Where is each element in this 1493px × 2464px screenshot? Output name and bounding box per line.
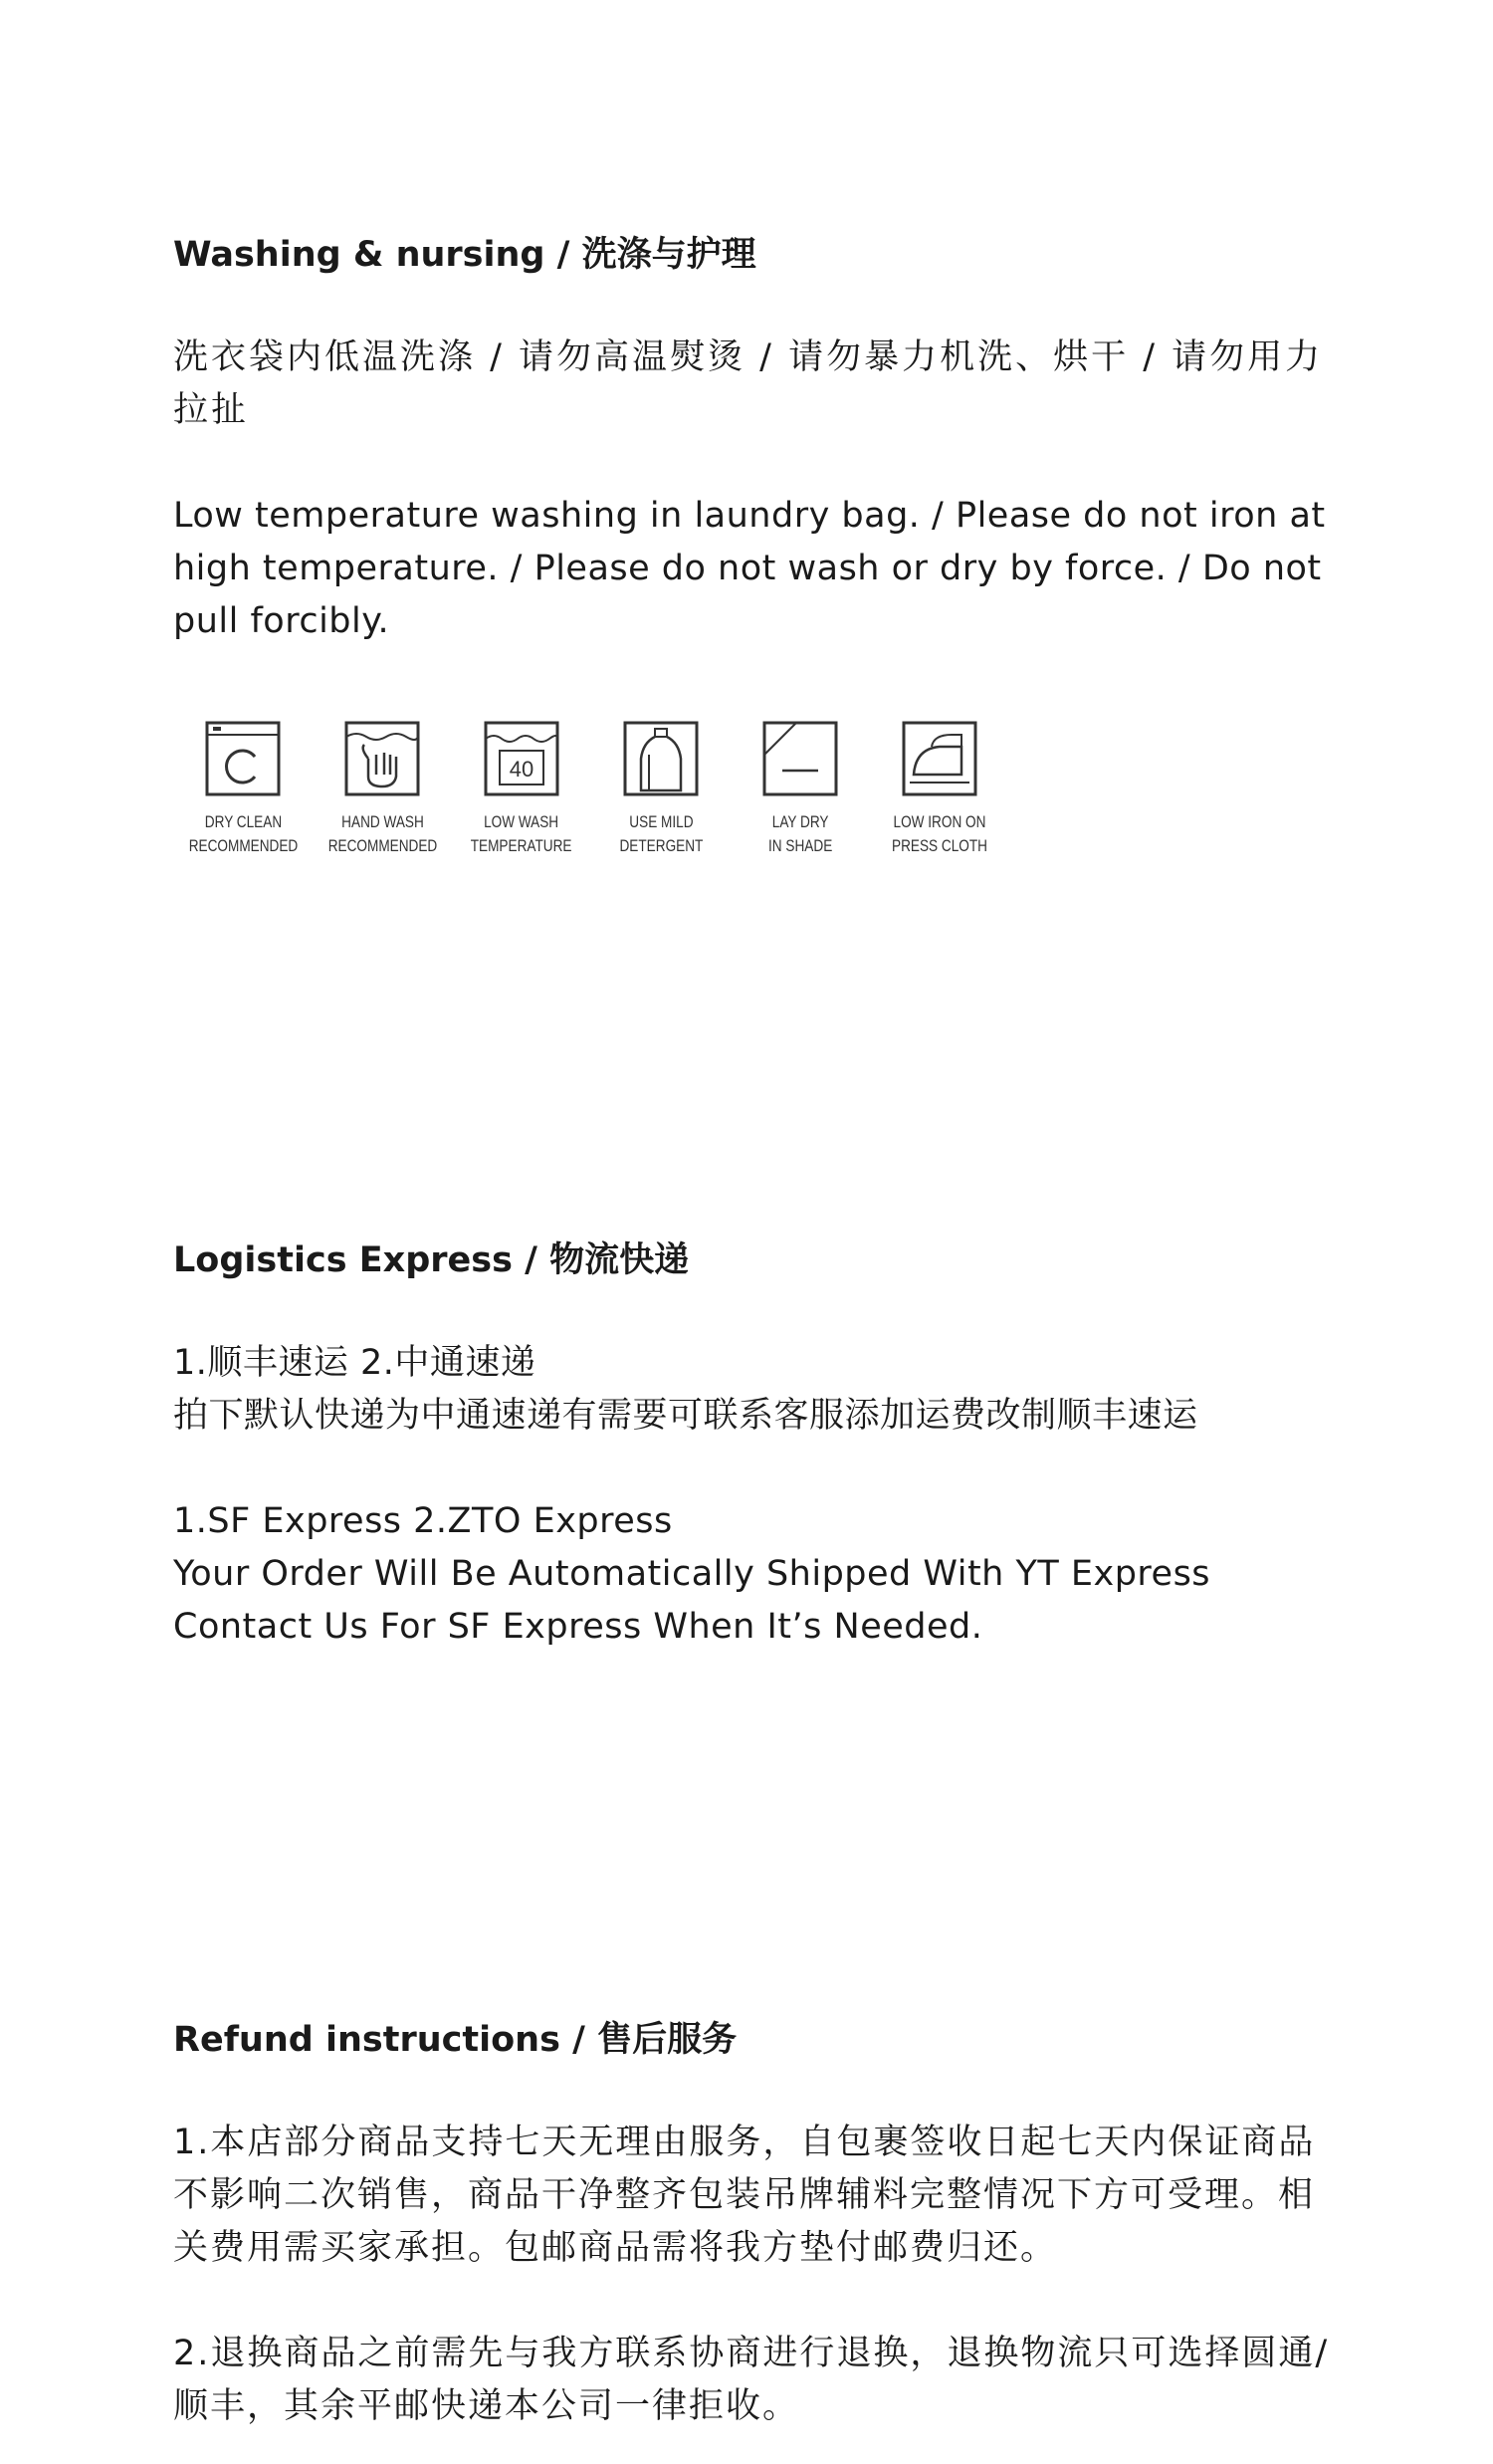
- washing-en-instructions: Low temperature washing in laundry bag. / Please do not iron at high temperature. / Please do not wash or dry by force. / Do not pull forcibly.: [173, 496, 1326, 641]
- care-symbol-lay-dry: [731, 719, 870, 858]
- washing-section: [173, 234, 1338, 648]
- logistics-en-line1: 1.SF Express 2.ZTO Express: [173, 1501, 673, 1541]
- care-symbol-hand-wash: [313, 719, 452, 858]
- care-symbols: [173, 719, 1009, 858]
- svg-text:40: 40: [509, 757, 534, 782]
- refund-heading: Refund instructions / 售后服务: [173, 2020, 738, 2060]
- logistics-cn-line1: 1.顺丰速运 2.中通速递: [173, 1343, 536, 1383]
- dry-clean-icon: [203, 719, 283, 798]
- logistics-section: [173, 1239, 1338, 1654]
- care-label-hand-wash: HAND WASH RECOMMENDED: [327, 812, 437, 855]
- care-label-dry-clean: DRY CLEAN RECOMMENDED: [188, 812, 298, 855]
- logistics-en-line2: Your Order Will Be Automatically Shipped With YT Express: [173, 1554, 1211, 1594]
- logistics-body: [173, 1337, 1338, 1654]
- care-label-low-wash: LOW WASH TEMPERATURE: [471, 812, 572, 855]
- washing-heading: Washing & nursing / 洗涤与护理: [173, 235, 756, 275]
- care-label-mild-detergent: USE MILD DETERGENT: [619, 812, 703, 855]
- refund-item-2: 2.退换商品之前需先与我方联系协商进行退换，退换物流只可选择圆通/顺丰，其余平邮快递本公司一律拒收。: [173, 2334, 1330, 2426]
- hand-wash-icon: [342, 719, 422, 798]
- logistics-heading: Logistics Express / 物流快递: [173, 1240, 690, 1280]
- washing-cn-instructions: 洗衣袋内低温洗涤 / 请勿高温熨烫 / 请勿暴力机洗、烘干 / 请勿用力拉扯: [173, 337, 1324, 430]
- care-symbol-mild-detergent: [591, 719, 731, 858]
- mild-detergent-icon: [621, 719, 701, 798]
- logistics-en-line3: Contact Us For SF Express When It’s Needed.: [173, 1607, 983, 1647]
- logistics-cn-line2: 拍下默认快递为中通速递有需要可联系客服添加运费改制顺丰速运: [173, 1396, 1198, 1436]
- refund-item-1: 1.本店部分商品支持七天无理由服务，自包裹签收日起七天内保证商品不影响二次销售，商品干净整齐包装吊牌辅料完整情况下方可受理。相关费用需买家承担。包邮商品需将我方垫付邮费归还。: [173, 2123, 1316, 2268]
- low-iron-icon: [900, 719, 979, 798]
- lay-dry-in-shade-icon: [760, 719, 840, 798]
- care-symbol-dry-clean: [173, 719, 313, 858]
- low-wash-temperature-icon: [482, 719, 561, 798]
- care-label-lay-dry: LAY DRY IN SHADE: [767, 812, 833, 855]
- care-symbol-low-iron: [870, 719, 1009, 858]
- care-symbol-low-wash-temperature: [452, 719, 591, 858]
- refund-section: [173, 2019, 1338, 2433]
- refund-body: [173, 2117, 1338, 2433]
- care-label-low-iron: LOW IRON ON PRESS CLOTH: [891, 812, 987, 855]
